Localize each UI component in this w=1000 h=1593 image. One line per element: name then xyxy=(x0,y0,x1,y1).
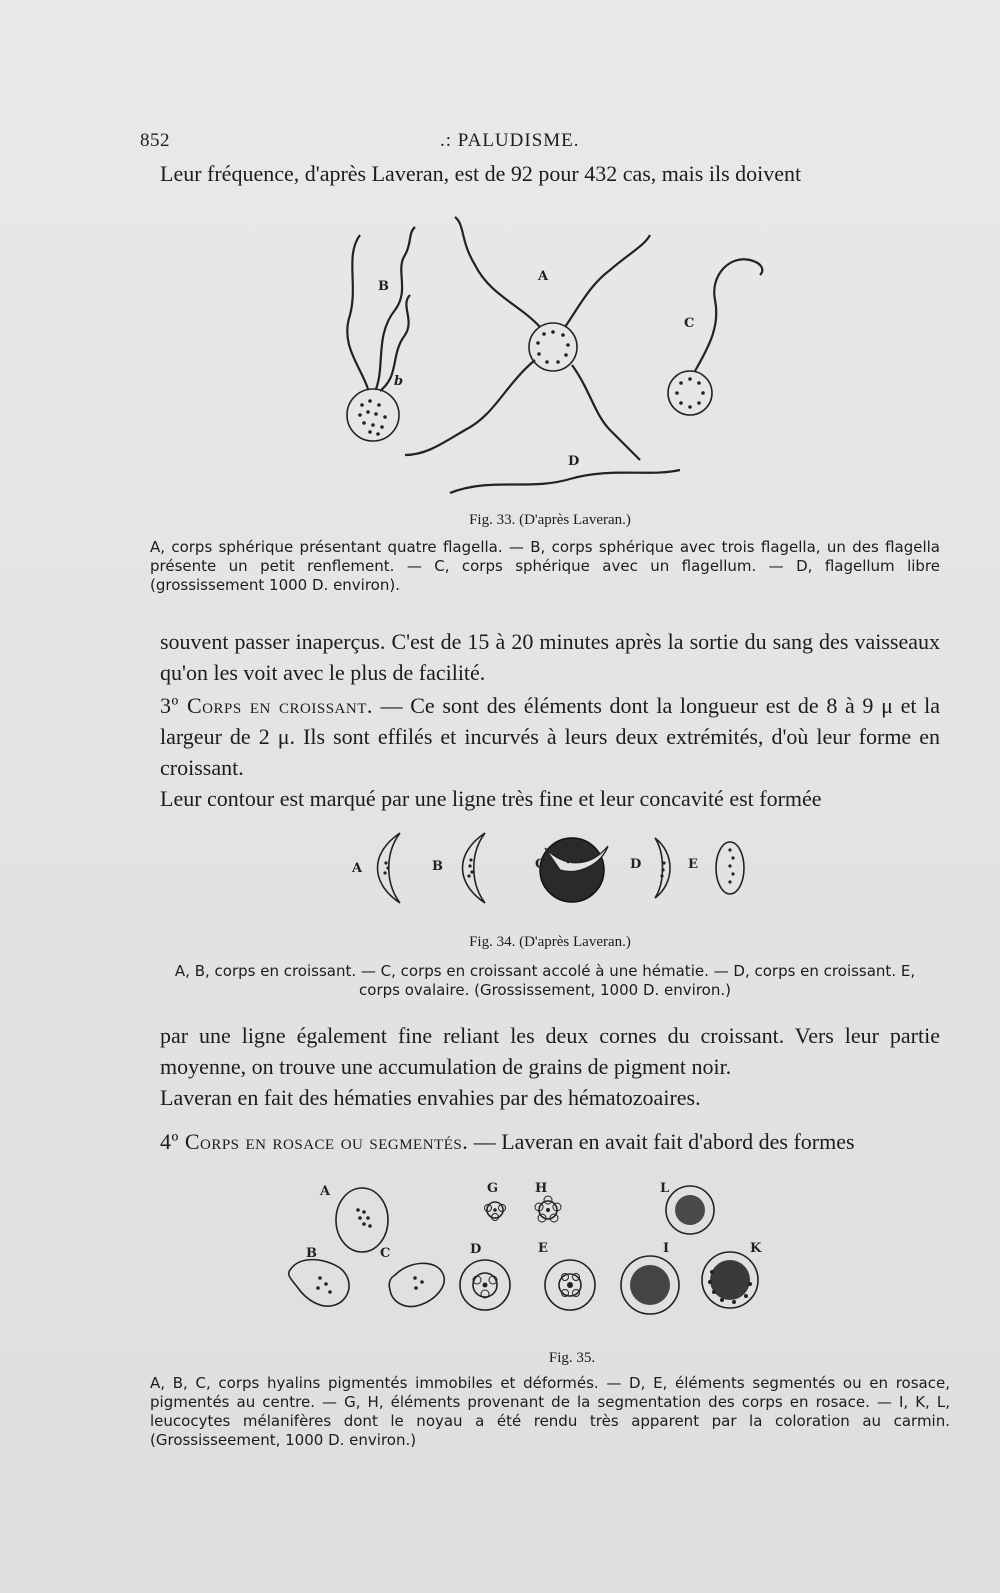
running-title: .: PALUDISME. xyxy=(440,130,580,151)
fig34-label-C: C xyxy=(535,857,546,872)
paragraph-ligne-fine xyxy=(160,1020,940,1113)
figure-33-caption: A, corps sphérique présentant quatre flagella. — B, corps sphérique avec trois flagella, un des flagella présente un petit renflement. — C, corps sphérique avec un flagellum. — D, flagellum libre (grossissement 1000 D. environ). xyxy=(150,538,940,594)
fig35-label-K: K xyxy=(750,1241,762,1256)
fig33-label-D: D xyxy=(568,454,580,469)
paragraph-corps-en-croissant xyxy=(160,690,940,814)
figure-34-title: Fig. 34. (D'après Laveran.) xyxy=(469,934,631,950)
paragraph-frequency: Leur fréquence, d'après Laveran, est de 92 pour 432 cas, mais ils doivent xyxy=(160,161,802,186)
running-header xyxy=(140,130,930,160)
figure-34-caption: A, B, corps en croissant. — C, corps en croissant accolé à une hématie. — D, corps en croissant. E, corps ovalaire. (Grossissement, 1000 D. environ.) xyxy=(174,962,916,999)
fig33-label-A: A xyxy=(538,269,549,284)
fig35-label-I: I xyxy=(663,1241,670,1256)
fig35-label-B: B xyxy=(306,1246,317,1261)
fig33-label-C: C xyxy=(684,316,695,331)
page-number: 852 xyxy=(140,130,170,151)
fig34-label-A: A xyxy=(352,861,363,876)
fig34-label-E: E xyxy=(688,857,698,872)
section-heading-rosace: 4º Corps en rosace ou segmentés. xyxy=(160,1129,469,1154)
paragraph-hematies: Laveran en fait des hématies envahies par des hématozoaires. xyxy=(160,1085,701,1110)
paragraph-croissant-body: — Ce sont des éléments dont la longueur est de 8 à 9 μ et la largeur de 2 μ. Ils sont effilés et incurvés à leurs deux extrémités, d'où leur forme en croissant. xyxy=(160,693,940,780)
figure-35-illustration xyxy=(280,1180,760,1340)
figure-35-caption: A, B, C, corps hyalins pigmentés immobiles et déformés. — D, E, éléments segmentés ou en rosace, pigmentés au centre. — G, H, éléments provenant de la segmentation des corps en rosace. — I, K, L, leucocytes mélanifères dont le noyau a été rendu très apparent par la coloration au carmin. (Grossisseement, 1000 D. environ.) xyxy=(150,1374,950,1449)
fig35-label-G: G xyxy=(487,1181,499,1196)
figure-33-title: Fig. 33. (D'après Laveran.) xyxy=(469,512,631,528)
fig35-label-L: L xyxy=(660,1181,670,1196)
paragraph-corps-en-rosace xyxy=(160,1126,940,1157)
fig33-label-B: B xyxy=(378,279,389,294)
paragraph-rosace-body: — Laveran en avait fait d'abord des formes xyxy=(468,1129,855,1154)
figure-33-illustration xyxy=(290,215,770,505)
fig35-label-A: A xyxy=(320,1184,331,1199)
paragraph-ligne-fine-body: par une ligne également fine reliant les deux cornes du croissant. Vers leur partie moyenne, on trouve une accumulation de grains de pigment noir. xyxy=(160,1023,940,1079)
fig34-label-B: B xyxy=(432,859,443,874)
fig35-label-D: D xyxy=(470,1242,482,1257)
fig35-label-E: E xyxy=(538,1241,548,1256)
paragraph-inapercus: souvent passer inaperçus. C'est de 15 à 20 minutes après la sortie du sang des vaisseaux qu'on les voit avec le plus de facilité. xyxy=(160,629,940,685)
figure-35-title: Fig. 35. xyxy=(548,1350,596,1366)
fig35-label-C: C xyxy=(380,1246,391,1261)
fig34-label-D: D xyxy=(630,857,642,872)
fig33-label-b: b xyxy=(394,374,404,389)
figure-34-illustration xyxy=(340,818,760,918)
fig35-label-H: H xyxy=(535,1181,548,1196)
paragraph-contour: Leur contour est marqué par une ligne très fine et leur concavité est formée xyxy=(160,786,822,811)
section-heading-croissant: 3º Corps en croissant. xyxy=(160,693,373,718)
